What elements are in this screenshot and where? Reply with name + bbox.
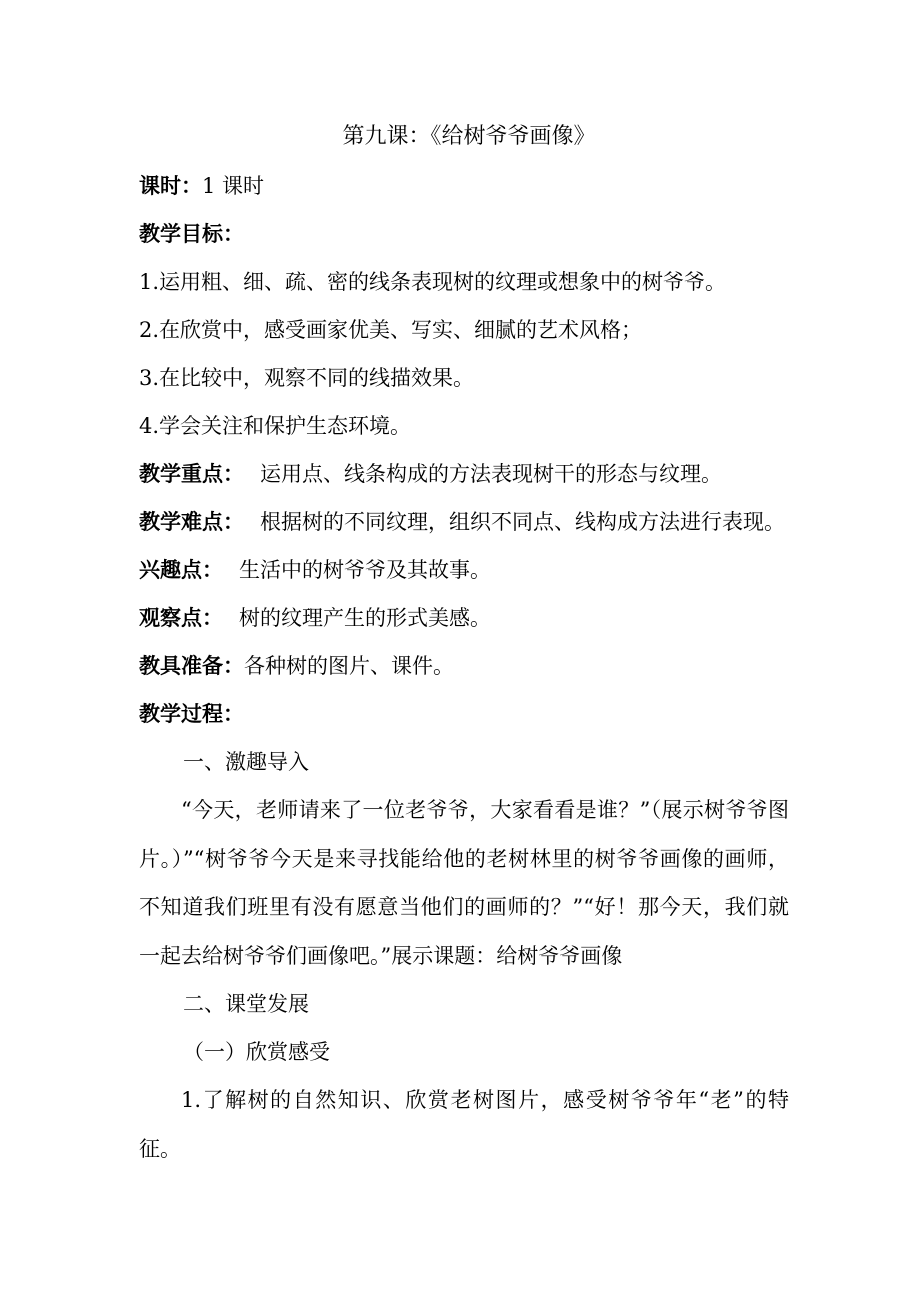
interest-label: 兴趣点： xyxy=(139,557,223,582)
key-point-value: 运用点、线条构成的方法表现树干的形态与纹理。 xyxy=(260,462,722,486)
objective-item-2: 2.在欣赏中，感受画家优美、写实、细腻的艺术风格； xyxy=(139,318,643,342)
subsection-heading-1: （一）欣赏感受 xyxy=(183,1040,330,1064)
lesson-hours-label: 课时： xyxy=(139,173,202,198)
observation-value: 树的纹理产生的形式美感。 xyxy=(239,606,491,630)
section-heading-2: 二、课堂发展 xyxy=(183,992,309,1016)
materials-value: 各种树的图片、课件。 xyxy=(244,654,454,678)
lesson-hours-line xyxy=(139,172,264,200)
objective-item-3: 3.在比较中，观察不同的线描效果。 xyxy=(139,366,475,390)
objective-item-1: 1.运用粗、细、疏、密的线条表现树的纹理或想象中的树爷爷。 xyxy=(139,270,727,294)
materials-line xyxy=(139,652,454,680)
key-point-label: 教学重点： xyxy=(139,461,244,486)
observation-label: 观察点： xyxy=(139,605,223,630)
observation-line xyxy=(139,604,491,632)
item-paragraph-1: 1.了解树的自然知识、欣赏老树图片，感受树爷爷年“老”的特征。 xyxy=(139,1088,789,1161)
key-point-line xyxy=(139,460,722,488)
interest-line xyxy=(139,556,491,584)
difficulty-line xyxy=(139,508,785,536)
difficulty-value: 根据树的不同纹理，组织不同点、线构成方法进行表现。 xyxy=(260,510,785,534)
interest-value: 生活中的树爷爷及其故事。 xyxy=(239,558,491,582)
lesson-hours-value: 1 课时 xyxy=(202,174,265,198)
page-title: 第九课：《给树爷爷画像》 xyxy=(342,124,596,149)
materials-label: 教具准备： xyxy=(139,653,244,678)
objectives-label: 教学目标： xyxy=(139,221,244,246)
section-heading-1: 一、激趣导入 xyxy=(183,750,309,774)
objective-item-4: 4.学会关注和保护生态环境。 xyxy=(139,414,412,438)
process-label: 教学过程： xyxy=(139,701,244,726)
intro-paragraph: “今天，老师请来了一位老爷爷，大家看看是谁？”（展示树爷爷图片。）”“树爷爷今天是来寻找能给他的老树林里的树爷爷画像的画师，不知道我们班里有没有愿意当他们的画师的？”“好！那今天，我们就一起去给树爷爷们画像吧。”展示课题：给树爷爷画像 xyxy=(139,798,789,968)
difficulty-label: 教学难点： xyxy=(139,509,244,534)
